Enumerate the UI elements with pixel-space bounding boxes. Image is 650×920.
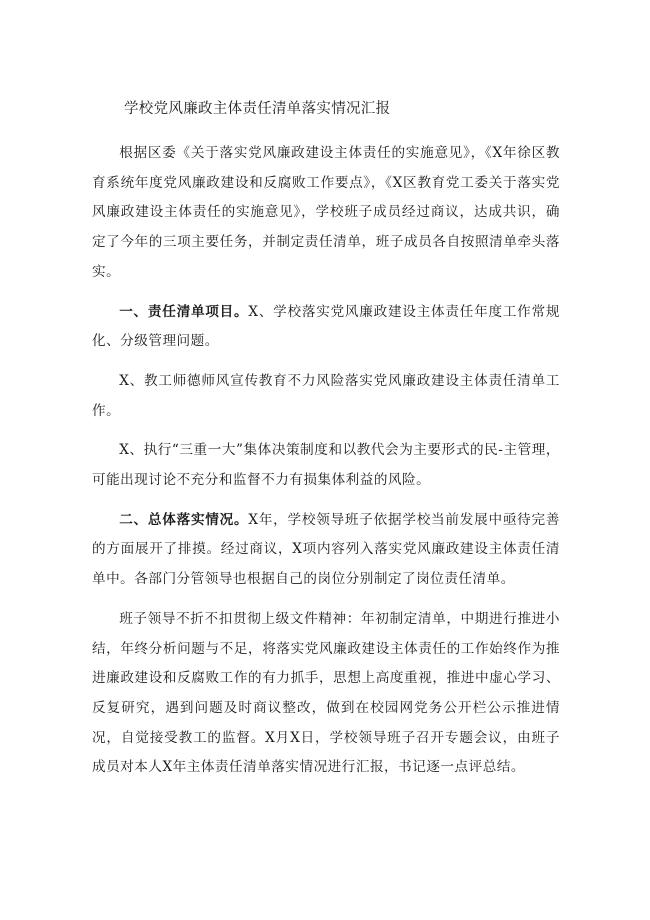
paragraph-implementation (92, 605, 560, 783)
section-heading: 一、责任清单项目。 (119, 303, 249, 320)
paragraph-intro (92, 139, 560, 288)
section-heading: 二、总体落实情况。 (119, 511, 249, 528)
paragraph-text: X、学校落实党风廉政建设主体责任年度工作常规化、分级管理问题。 (92, 303, 560, 350)
paragraph-text: X年，学校领导班子依据学校当前发展中亟待完善的方面展开了排摸。经过商议，X项内容列入落实党风廉政建设主体责任清单中。各部门分管领导也根据自己的岗位分别制定了岗位责任清单。 (92, 511, 560, 588)
paragraph-section-one (92, 298, 560, 357)
paragraph-item-two (92, 367, 560, 426)
document-title: 学校党风廉政主体责任清单落实情况汇报 (124, 101, 391, 117)
paragraph-text: 班子领导不折不扣贯彻上级文件精神：年初制定清单，中期进行推进小结，年终分析问题与不足，将落实党风廉政建设主体责任的工作始终作为推进廉政建设和反腐败工作的有力抓手，思想上高度重视，推进中虚心学习、反复研究，遇到问题及时商议整改，做到在校园网党务公开栏公示推进情况，自觉接受教工的监督。X月X日，学校领导班子召开专题会议，由班子成员对本人X年主体责任清单落实情况进行汇报，书记逐一点评总结。 (92, 610, 560, 776)
paragraph-text: X、教工师德师风宣传教育不力风险落实党风廉政建设主体责任清单工作。 (92, 372, 560, 419)
paragraph-text: 根据区委《关于落实党风廉政建设主体责任的实施意见》，《X年徐区教育系统年度党风廉政建设和反腐败工作要点》，《X区教育党工委关于落实党风廉政建设主体责任的实施意见》，学校班子成员经过商议，达成共识，确定了今年的三项主要任务，并制定责任清单，班子成员各自按照清单牵头落实。 (92, 145, 560, 280)
paragraph-section-two (92, 506, 560, 595)
document-body (92, 139, 560, 793)
paragraph-text: X、执行“三重一大”集体决策制度和以教代会为主要形式的民-主管理，可能出现讨论不充分和监督不力有损集体利益的风险。 (92, 442, 560, 489)
paragraph-item-three (92, 436, 560, 495)
